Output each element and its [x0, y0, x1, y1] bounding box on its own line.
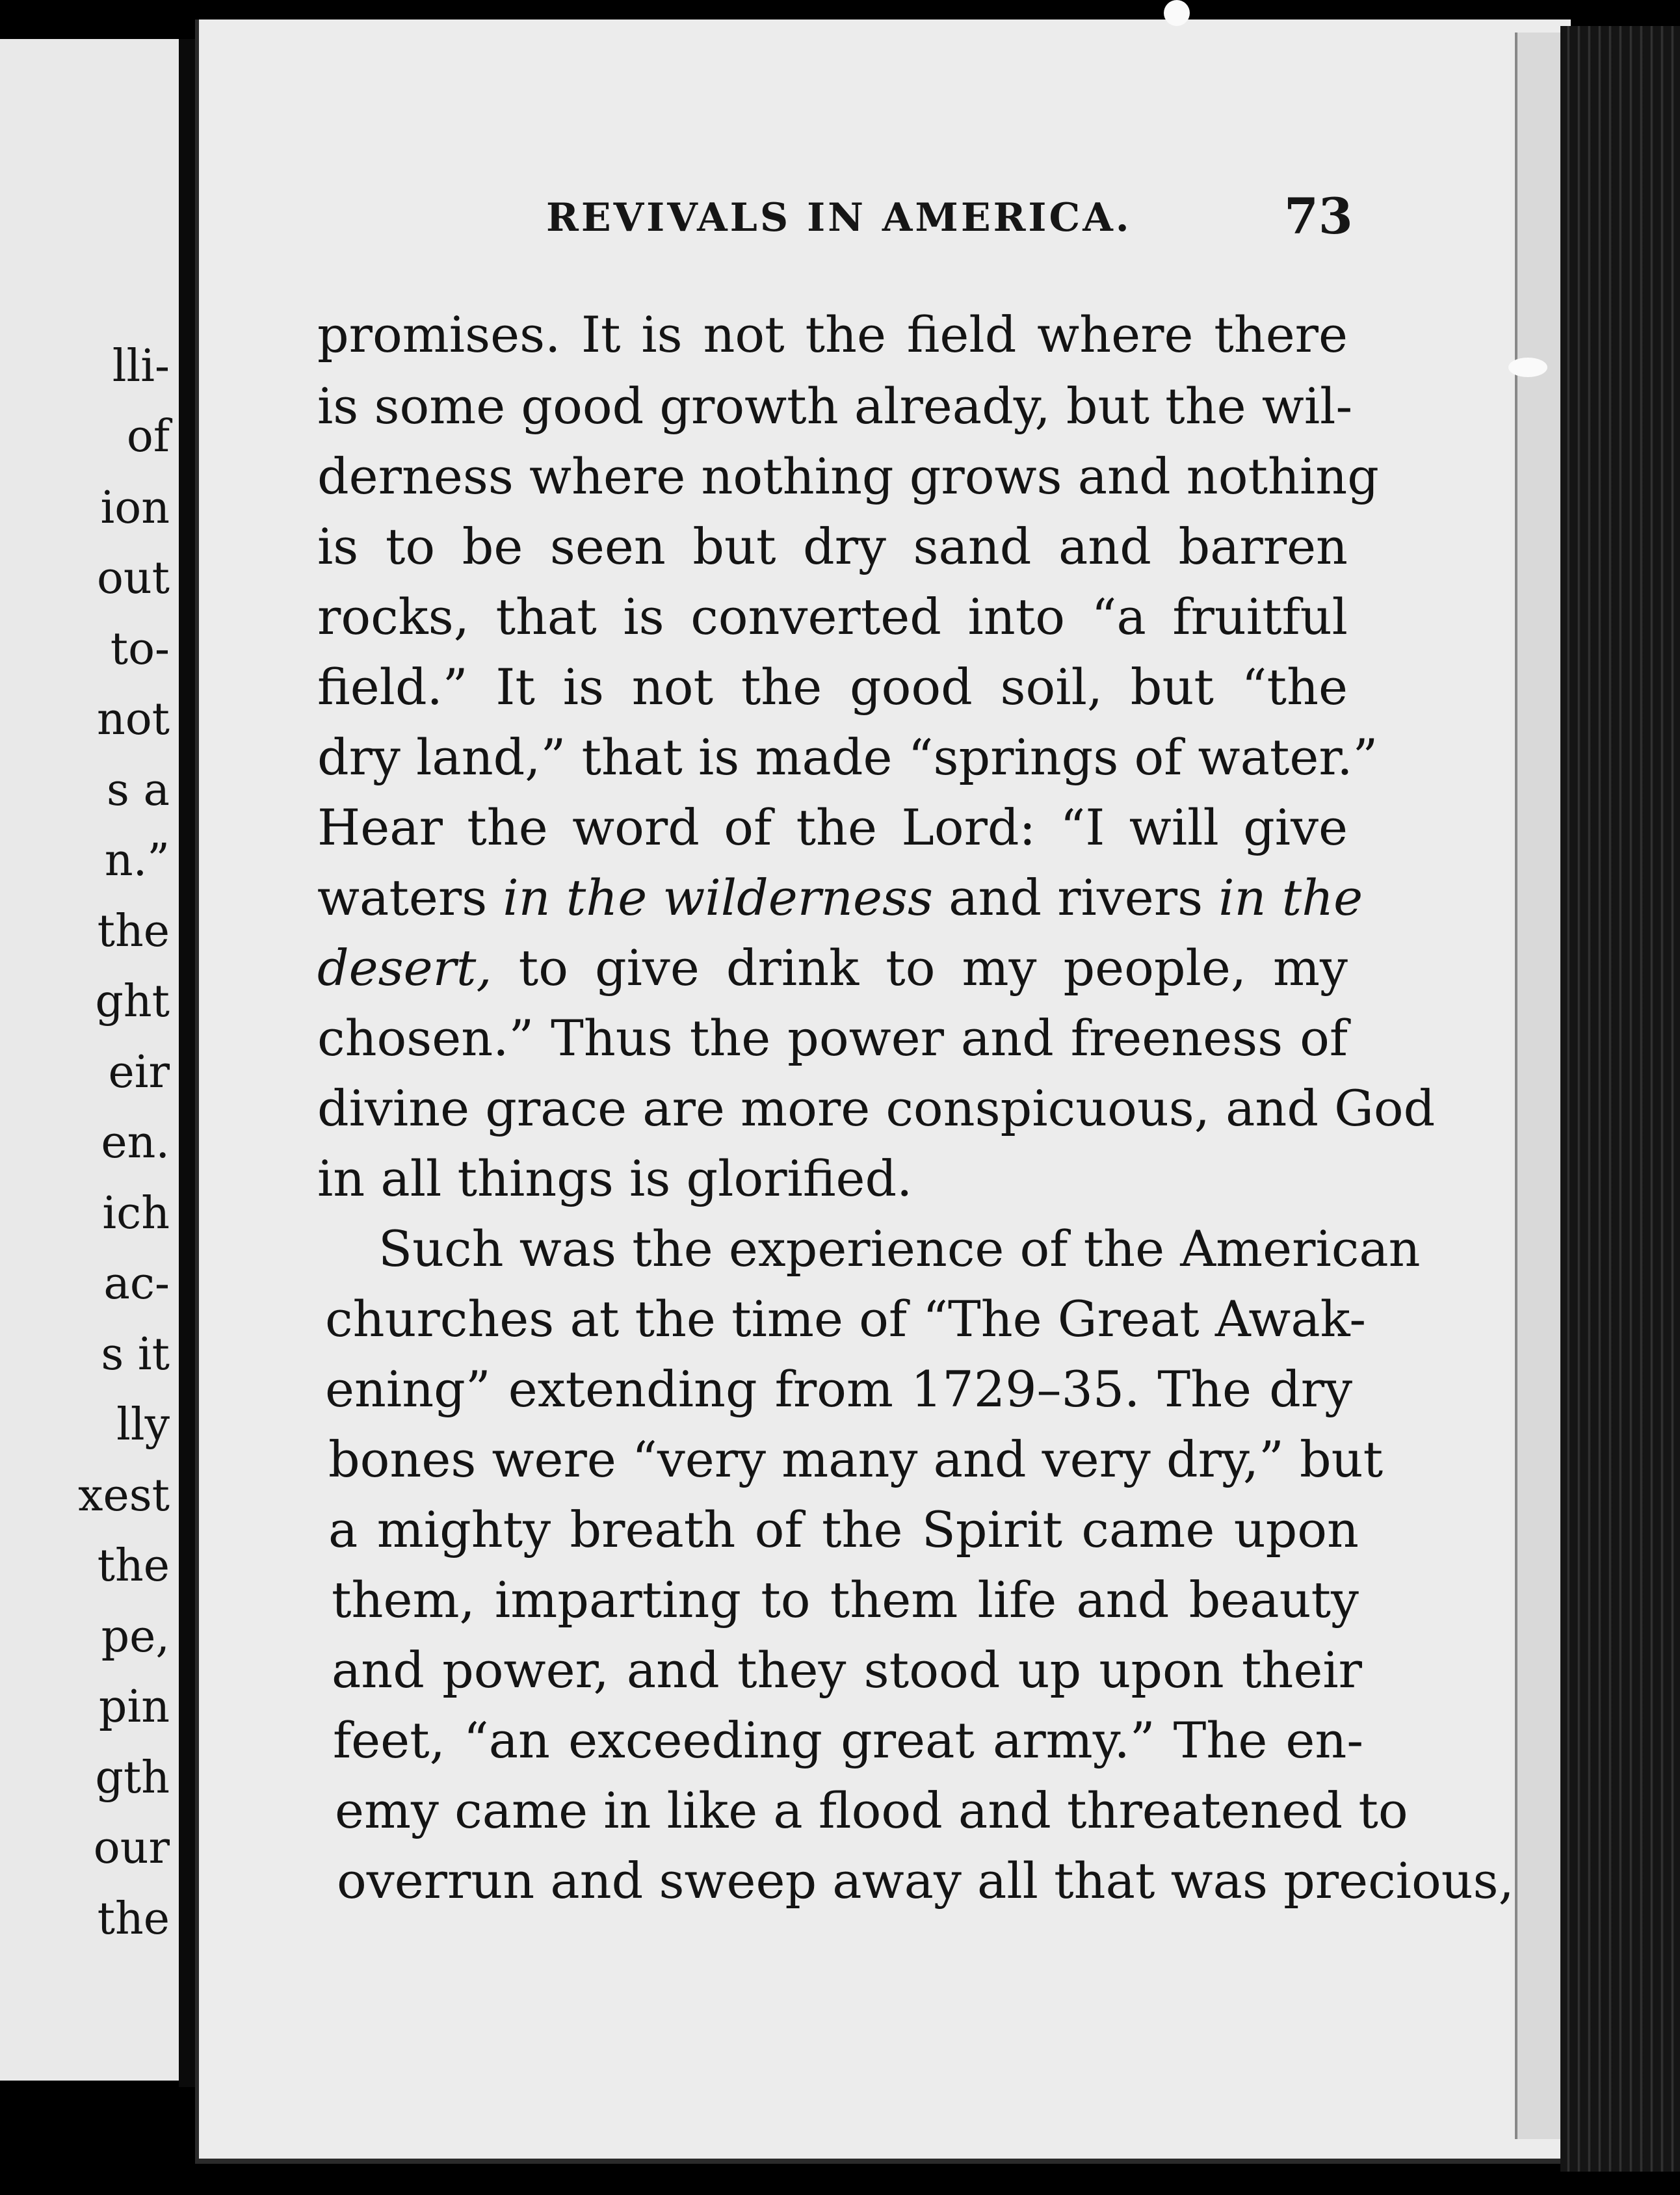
- text-span: waters: [317, 869, 503, 927]
- text-line: overrun and sweep away all that was precious,: [337, 1852, 1514, 1910]
- left-page-fragment: pin: [98, 1681, 170, 1733]
- left-page-fragment: the: [97, 906, 170, 957]
- left-page-fragment: to-: [110, 624, 170, 675]
- left-page-fragment: of: [126, 411, 170, 462]
- text-line: them, imparting to them life and beauty: [332, 1571, 1359, 1629]
- text-line: dry land,” that is made “springs of water.”: [317, 728, 1378, 786]
- text-line: field.” It is not the good soil, but “the: [317, 658, 1348, 716]
- text-line: is some good growth already, but the wil-: [317, 377, 1353, 435]
- text-line: [317, 939, 1348, 997]
- italic-span: in the wilderness: [503, 869, 933, 927]
- text-line: is to be seen but dry sand and barren: [317, 518, 1348, 575]
- left-page-fragment: the: [97, 1540, 170, 1592]
- text-span: and rivers: [932, 869, 1219, 927]
- text-line: rocks, that is converted into “a fruitful: [317, 588, 1348, 646]
- left-page-fragment: lli-: [112, 341, 170, 392]
- left-page-fragment: out: [96, 553, 170, 604]
- page-number: 73: [1284, 187, 1353, 245]
- left-page-fragment: s a: [106, 765, 170, 816]
- text-line: divine grace are more conspicuous, and God: [317, 1079, 1436, 1137]
- left-page-fragment: eir: [108, 1047, 170, 1098]
- left-page-fragment: ion: [100, 482, 170, 534]
- text-line: and power, and they stood up upon their: [332, 1641, 1362, 1699]
- text-span: to give drink to my people, my: [492, 939, 1348, 997]
- italic-span: desert,: [317, 939, 492, 997]
- text-line: Such was the experience of the American: [378, 1220, 1421, 1278]
- book-page-edges: [1560, 26, 1680, 2172]
- left-page-fragment: ich: [102, 1188, 170, 1239]
- text-line: churches at the time of “The Great Awak-: [325, 1290, 1367, 1348]
- left-page-fragment: not: [96, 694, 170, 745]
- left-page-fragment: gth: [95, 1752, 170, 1804]
- page-edge-strip: [1515, 33, 1563, 2139]
- text-line: a mighty breath of the Spirit came upon: [328, 1501, 1359, 1558]
- left-page-fragment: our: [93, 1822, 170, 1874]
- text-line: derness where nothing grows and nothing: [317, 447, 1379, 505]
- text-line: in all things is glorified.: [317, 1150, 913, 1207]
- left-page-fragment: lly: [116, 1399, 170, 1451]
- text-line: Hear the word of the Lord: “I will give: [317, 798, 1348, 856]
- running-head: REVIVALS IN AMERICA.: [546, 195, 1132, 241]
- left-page-fragment: ac-: [103, 1258, 170, 1309]
- text-line: ening” extending from 1729–35. The dry: [325, 1360, 1352, 1418]
- left-page-fragment: pe,: [101, 1611, 170, 1663]
- left-page-fragment: the: [97, 1893, 170, 1945]
- left-page-fragment: en.: [101, 1117, 170, 1168]
- left-facing-page: [0, 39, 185, 2081]
- text-line: chosen.” Thus the power and freeness of: [317, 1009, 1348, 1067]
- text-line: emy came in like a flood and threatened to: [335, 1781, 1408, 1839]
- left-page-fragment: n.”: [104, 835, 170, 886]
- text-line: feet, “an exceeding great army.” The en-: [333, 1711, 1363, 1769]
- text-line: bones were “very many and very dry,” but: [328, 1430, 1384, 1488]
- left-page-fragment: xest: [78, 1470, 170, 1521]
- left-page-fragment: s it: [101, 1329, 170, 1380]
- text-line: promises. It is not the field where there: [317, 306, 1348, 363]
- scan-speck: [1164, 0, 1190, 26]
- scan-speck: [1508, 358, 1547, 377]
- text-line: [317, 869, 1363, 927]
- italic-span: in the: [1218, 869, 1363, 927]
- left-page-fragment: ght: [95, 976, 170, 1027]
